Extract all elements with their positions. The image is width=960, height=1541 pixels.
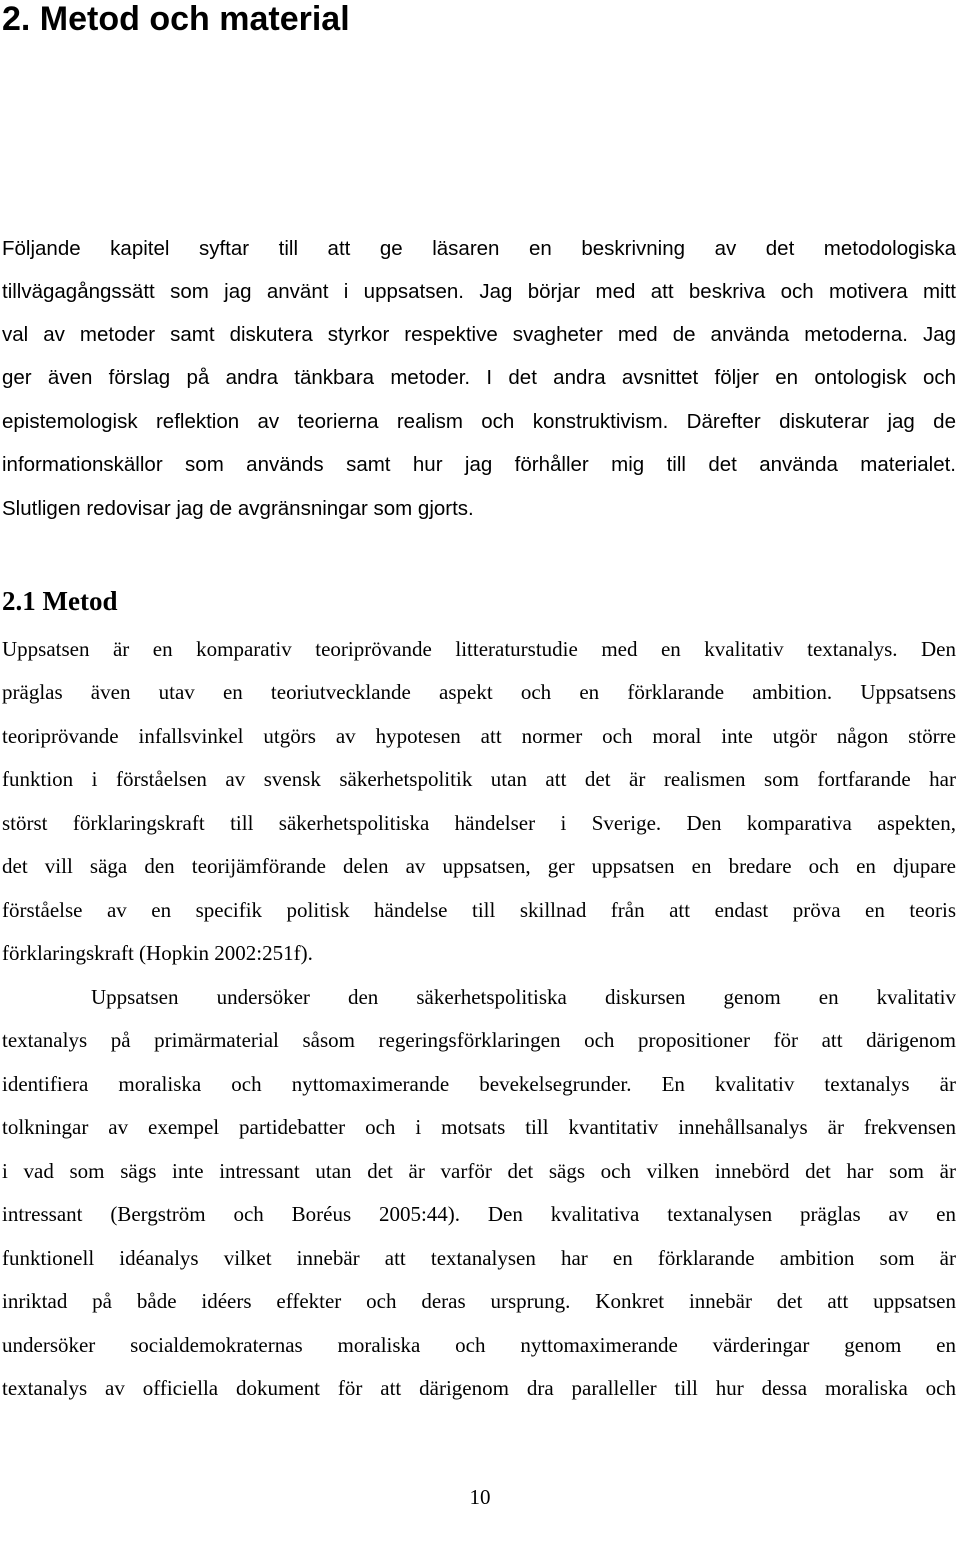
paragraph-line: undersöker socialdemokraternas moraliska och nyttomaximerande värderingar genom en — [2, 1333, 956, 1357]
intro-line: Slutligen redovisar jag de avgränsningar som gjorts. — [2, 497, 474, 520]
paragraph-line: förklaringskraft (Hopkin 2002:251f). — [2, 941, 313, 965]
section-heading: 2.1 Metod — [2, 586, 118, 616]
paragraph-line: textanalys av officiella dokument för att därigenom dra paralleller till hur dessa moraliska och — [2, 1376, 956, 1400]
intro-line: val av metoder samt diskutera styrkor respektive svagheter med de använda metoderna. Jag — [2, 323, 956, 346]
paragraph-line: identifiera moraliska och nyttomaximerande bevekelsegrunder. En kvalitativ textanalys är — [2, 1072, 956, 1096]
paragraph-line: teoriprövande infallsvinkel utgörs av hypotesen att normer och moral inte utgör någon större — [2, 724, 956, 748]
paragraph-line: funktion i förståelsen av svensk säkerhetspolitik utan att det är realismen som fortfarande har — [2, 767, 956, 791]
paragraph-line: Uppsatsen är en komparativ teoriprövande litteraturstudie med en kvalitativ textanalys. Den — [2, 637, 956, 661]
paragraph-line: störst förklaringskraft till säkerhetspolitiska händelser i Sverige. Den komparativa aspekten, — [2, 811, 956, 835]
page-number: 10 — [469, 1485, 491, 1509]
paragraph-line: inriktad på både idéers effekter och deras ursprung. Konkret innebär det att uppsatsen — [2, 1289, 956, 1313]
intro-line: epistemologisk reflektion av teorierna realism och konstruktivism. Därefter diskuterar jag de — [2, 410, 956, 433]
paragraph-line: förståelse av en specifik politisk händelse till skillnad från att endast pröva en teoris — [2, 898, 956, 922]
paragraph-line: tolkningar av exempel partidebatter och i motsats till kvantitativ innehållsanalys är frekvensen — [2, 1115, 956, 1139]
intro-line: informationskällor som används samt hur jag förhåller mig till det använda materialet. — [2, 453, 956, 476]
paragraph-line: i vad som sägs inte intressant utan det är varför det sägs och vilken innebörd det har som är — [2, 1159, 956, 1183]
paragraph-line: intressant (Bergström och Boréus 2005:44). Den kvalitativa textanalysen präglas av en — [2, 1202, 956, 1226]
chapter-title: 2. Metod och material — [2, 0, 350, 38]
intro-line: Följande kapitel syftar till att ge läsaren en beskrivning av det metodologiska — [2, 237, 956, 260]
intro-line: tillvägagångssätt som jag använt i uppsatsen. Jag börjar med att beskriva och motivera mitt — [2, 280, 956, 303]
paragraph-line: det vill säga den teorijämförande delen av uppsatsen, ger uppsatsen en bredare och en djupare — [2, 854, 956, 878]
intro-line: ger även förslag på andra tänkbara metoder. I det andra avsnittet följer en ontologisk och — [2, 366, 956, 389]
paragraph-line: funktionell idéanalys vilket innebär att textanalysen har en förklarande ambition som är — [2, 1246, 956, 1270]
paragraph-line: präglas även utav en teoriutvecklande aspekt och en förklarande ambition. Uppsatsens — [2, 680, 956, 704]
paragraph-line: textanalys på primärmaterial såsom regeringsförklaringen och propositioner för att därigenom — [2, 1028, 956, 1052]
paragraph-line: Uppsatsen undersöker den säkerhetspolitiska diskursen genom en kvalitativ — [91, 985, 956, 1009]
